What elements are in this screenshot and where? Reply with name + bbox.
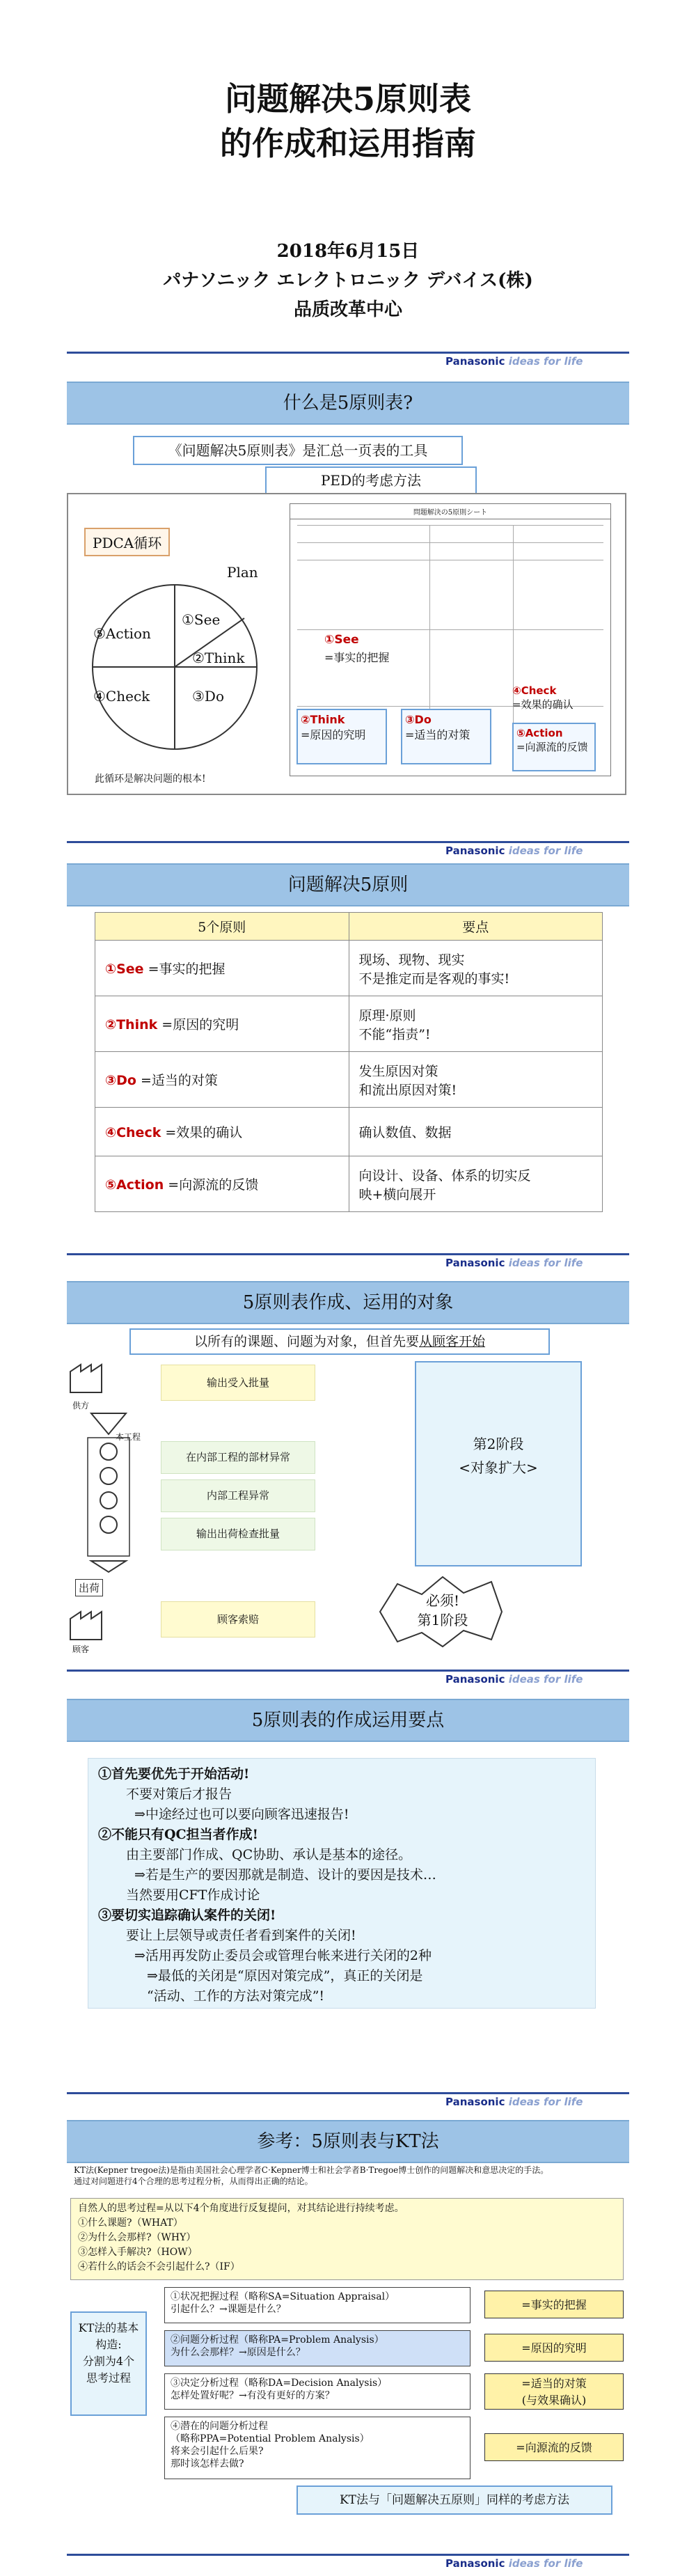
form-title: 問題解決の5原則シート	[290, 504, 610, 519]
footer-line	[67, 2092, 629, 2094]
action-desc-box: ⑤Action =向源流的反馈	[512, 723, 596, 771]
kt-question-line: ②为什么会那样?（WHY）	[78, 2232, 196, 2243]
point-line: 当然要用CFT作成讨论	[126, 1887, 260, 1903]
target-intro: 以所有的课题、问题为对象，但首先要从顾客开始	[129, 1328, 550, 1355]
point-line: 不要对策后才报告	[126, 1786, 232, 1802]
stage-box-parts: 在内部工程的部材异常	[161, 1441, 315, 1474]
ped-box: PED的考虑方法	[265, 466, 477, 494]
pdca-caption: 此循环是解决问题的根本!	[95, 773, 206, 785]
col-header-point: 要点	[349, 913, 603, 941]
point-heading: ①首先要优先于开始活动!	[98, 1766, 250, 1782]
slide-kt-method	[67, 2120, 629, 2566]
kt-question-line: ④若什么的话会不会引起什么?（IF）	[78, 2261, 240, 2272]
point-line: 由主要部门作成、QC协助、承认是基本的途径。	[126, 1847, 412, 1862]
point-line: ⇒中途经过也可以要向顾客迅速报告!	[134, 1807, 349, 1822]
principles-table	[95, 912, 603, 1212]
slide-header: 参考：5原则表与KT法	[67, 2120, 629, 2163]
slide-header: 5原则表作成、运用的对象	[67, 1281, 629, 1324]
kt-step-sa: ①状况把握过程（略称SA=Situation Appraisal） 引起什么？→课题是什么？	[164, 2287, 470, 2323]
pdca-plan: Plan	[227, 564, 258, 581]
brand-logo: Panasonic ideas for life	[445, 355, 583, 368]
kt-intro	[74, 2165, 624, 2187]
pdca-circle	[84, 576, 265, 757]
kt-result-pa: =原因的究明	[484, 2334, 624, 2362]
stage-box-outgoing: 输出出荷检查批量	[161, 1518, 315, 1550]
kt-question-line: ③怎样入手解决?（HOW）	[78, 2247, 198, 2258]
point-line: ⇒若是生产的要因那就是制造、设计的要因是技术…	[134, 1867, 436, 1883]
brand-logo: Panasonic ideas for life	[445, 2557, 583, 2570]
pdca-do: ③Do	[192, 688, 225, 705]
kt-result-sa: =事实的把握	[484, 2291, 624, 2318]
footer-line	[67, 2554, 629, 2556]
label-process: 本工程	[116, 1432, 141, 1442]
label-customer: 顾客	[72, 1644, 90, 1654]
stage-box-receive: 输出受入批量	[161, 1365, 315, 1401]
table-row: ③Do =适当的对策	[95, 1052, 349, 1108]
table-cell-point: 确认数值、数据	[349, 1108, 603, 1156]
see-desc: ①See	[324, 633, 359, 647]
must-label: 必须! 第1阶段	[417, 1592, 468, 1628]
table-row: ①See =事实的把握	[95, 941, 349, 996]
kt-result-da: =适当的对策 (与效果确认)	[484, 2373, 624, 2410]
kt-question-line: ①什么课题?（WHAT）	[78, 2217, 183, 2229]
factory-supplier-icon	[67, 1361, 109, 1396]
point-heading: ③要切实追踪确认案件的关闭!	[98, 1908, 276, 1923]
kt-step-ppa: ④潜在的问题分析过程 （略称PPA=Potential Problem Analysis） 将来会引起什么后果? 那时该怎样去做?	[164, 2417, 470, 2479]
table-row: ④Check =效果的确认	[95, 1108, 349, 1156]
table-cell-point: 现场、现物、现实 不是推定而是客观的事实!	[349, 941, 603, 996]
think-desc-box: ②Think =原因的究明	[296, 709, 387, 764]
brand-logo: Panasonic ideas for life	[445, 1257, 583, 1269]
point-heading: ②不能只有QC担当者作成!	[98, 1827, 259, 1842]
key-points-box	[88, 1758, 596, 2009]
slide-header: 5原则表的作成运用要点	[67, 1699, 629, 1742]
cover-company: パナソニック エレクトロニック デバイス(株)	[163, 270, 533, 291]
slide-target	[67, 1281, 629, 1685]
brand-logo: Panasonic ideas for life	[445, 1673, 583, 1686]
cover-date: 2018年6月15日	[276, 241, 420, 262]
stage-box-claim: 顾客索赔	[161, 1601, 315, 1638]
cover-meta	[0, 237, 696, 324]
point-line: “活动、工作的方法对策完成”!	[147, 1988, 325, 2004]
kt-summary-box: KT法与「问题解决五原则」同样的考虑方法	[296, 2485, 612, 2515]
factory-customer-icon	[67, 1608, 109, 1643]
col-header-principle: 5个原则	[95, 913, 349, 941]
pdca-check: ④Check	[93, 688, 150, 705]
label-supplier: 供方	[72, 1401, 90, 1411]
label-ship: 出荷	[75, 1579, 103, 1596]
cover-title-line2: 的作成和运用指南	[220, 125, 476, 162]
slide-header: 什么是5原则表?	[67, 382, 629, 425]
kt-intro-line2: 通过对问题进行4个合理的思考过程分析，从而得出正确的结论。	[74, 2176, 313, 2186]
cover-title	[0, 77, 696, 166]
kt-questions	[70, 2198, 624, 2280]
pdca-label: PDCA循环	[84, 528, 170, 556]
kt-side-box: KT法的基本 构造: 分割为4个 思考过程	[70, 2311, 147, 2416]
footer-line	[67, 352, 629, 354]
table-row: ⑤Action =向源流的反馈	[95, 1156, 349, 1212]
table-cell-point: 原理·原则 不能“指责”!	[349, 996, 603, 1052]
do-desc-box: ③Do =适当的对策	[401, 709, 491, 764]
check-desc: ④Check =效果的确认	[512, 684, 574, 711]
kt-intro-line1: KT法(Kepner tregoe法)是指由美国社会心理学者C·Kepner博士和社会学者B·Tregoe博士创作的问题解决和意思决定的手法。	[74, 2165, 549, 2175]
callout-box: 《问题解决5原则表》是汇总一页表的工具	[133, 436, 463, 465]
table-cell-point: 发生原因对策 和流出原因对策!	[349, 1052, 603, 1108]
table-row: ②Think =原因的究明	[95, 996, 349, 1052]
kt-step-pa: ②问题分析过程（略称PA=Problem Analysis） 为什么会那样？→原因是什么？	[164, 2330, 470, 2366]
slide-what-is	[67, 382, 629, 841]
table-cell-point: 向设计、设备、体系的切实反 映+横向展开	[349, 1156, 603, 1212]
pdca-see: ①See	[182, 611, 221, 628]
see-desc-text: =事实的把握	[324, 651, 390, 664]
kt-result-ppa: =向源流的反馈	[484, 2433, 624, 2461]
stage2-box: 第2阶段 <对象扩大>	[415, 1361, 582, 1566]
slide-key-points	[67, 1699, 629, 2116]
brand-logo: Panasonic ideas for life	[445, 2096, 583, 2108]
point-line: ⇒最低的关闭是“原因对策完成”，真正的关闭是	[147, 1968, 423, 1984]
point-line: 要让上层领导或责任者看到案件的关闭!	[126, 1928, 356, 1943]
slide-five-principles	[67, 863, 629, 1246]
kt-step-da: ③决定分析过程（略称DA=Decision Analysis） 怎样处置好呢？→有没有更好的方案？	[164, 2373, 470, 2410]
footer-line	[67, 841, 629, 843]
cover-dept: 品质改革中心	[293, 299, 402, 320]
footer-line	[67, 1670, 629, 1672]
footer-line	[67, 1253, 629, 1255]
slide-header: 问题解决5原则	[67, 863, 629, 906]
brand-logo: Panasonic ideas for life	[445, 845, 583, 857]
cover-title-line1: 问题解决5原则表	[224, 80, 471, 118]
pdca-think: ②Think	[192, 650, 245, 666]
stage-box-internal: 内部工程异常	[161, 1479, 315, 1512]
point-line: ⇒活用再发防止委员会或管理台帐来进行关闭的2种	[134, 1948, 432, 1963]
kt-question-line: 自然人的思考过程=从以下4个角度进行反复提问，对其结论进行持续考虑。	[78, 2203, 404, 2214]
pdca-action: ⑤Action	[93, 625, 151, 642]
